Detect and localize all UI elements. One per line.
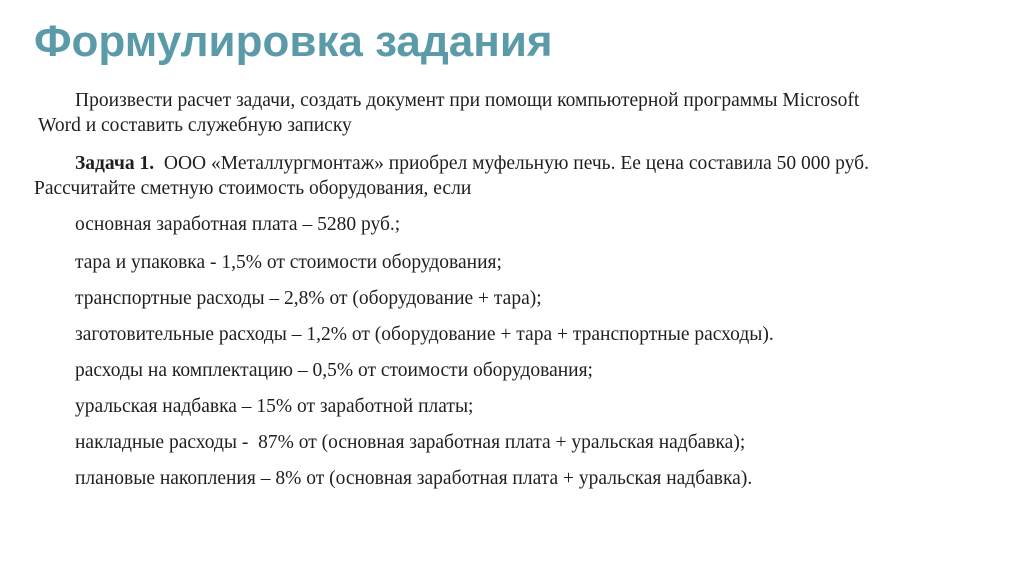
slide-title: Формулировка задания [34,17,553,66]
intro-line-1: Произвести расчет задачи, создать документ при помощи компьютерной программы Microsoft [75,90,860,111]
condition-item: заготовительные расходы – 1,2% от (оборудование + тара + транспортные расходы). [75,324,774,345]
condition-item: основная заработная плата – 5280 руб.; [75,214,401,235]
condition-item: плановые накопления – 8% от (основная заработная плата + уральская надбавка). [75,468,753,489]
task-text: ООО «Металлургмонтаж» приобрел муфельную печь. Ее цена составила 50 000 руб. [154,153,869,174]
intro-line-2: Word и составить служебную записку [38,115,352,136]
task-label: Задача 1. [75,153,155,174]
condition-item: уральская надбавка – 15% от заработной платы; [75,396,474,417]
task-statement-line-1 [75,151,869,176]
condition-item: тара и упаковка - 1,5% от стоимости оборудования; [75,252,502,273]
condition-item: транспортные расходы – 2,8% от (оборудование + тара); [75,288,542,309]
condition-item: расходы на комплектацию – 0,5% от стоимости оборудования; [75,360,593,381]
condition-item: накладные расходы - 87% от (основная заработная плата + уральская надбавка); [75,432,746,453]
task-statement-line-2: Рассчитайте сметную стоимость оборудования, если [34,178,472,199]
